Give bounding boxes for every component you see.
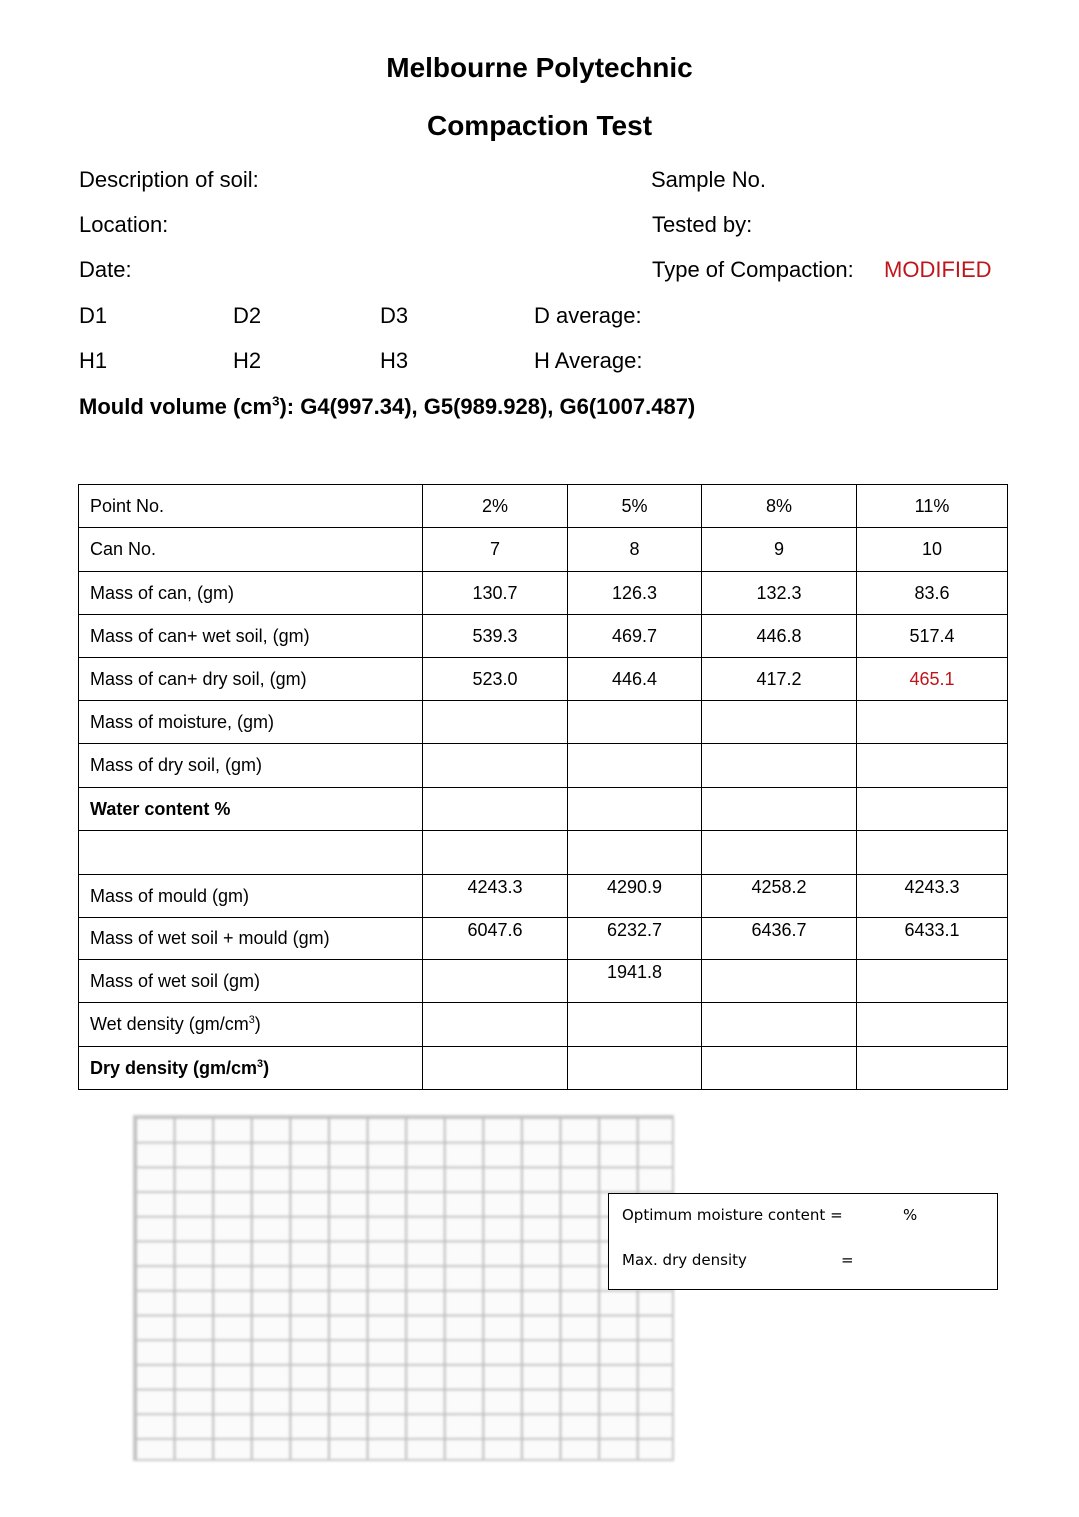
row-label	[79, 918, 423, 960]
row-label	[79, 875, 423, 918]
row-label	[79, 485, 423, 528]
mould-volume	[79, 394, 695, 420]
table-cell: 10	[857, 528, 1008, 572]
h3-label: H3	[380, 348, 409, 373]
table-row	[79, 960, 1008, 1003]
table-cell: 9	[702, 528, 857, 572]
h1-label: H1	[79, 348, 108, 373]
table-cell: 417.2	[702, 658, 857, 701]
table-cell	[857, 1003, 1008, 1047]
table-cell: 6436.7	[702, 918, 857, 960]
table-cell: 465.1	[857, 658, 1008, 701]
row-label-sup: 3	[248, 1014, 255, 1026]
table-cell	[568, 701, 702, 744]
table-row	[79, 1003, 1008, 1047]
table-cell	[423, 1003, 568, 1047]
table-cell: 1941.8	[568, 960, 702, 1003]
table-row	[79, 875, 1008, 918]
mould-volume-sup: 3	[272, 393, 280, 409]
table-cell	[568, 831, 702, 875]
row-label	[79, 615, 423, 658]
row-label	[79, 528, 423, 572]
table-cell: 130.7	[423, 572, 568, 615]
row-label-text: Mass of can+ dry soil, (gm)	[90, 668, 307, 689]
table-cell: 5%	[568, 485, 702, 528]
table-row	[79, 788, 1008, 831]
table-row	[79, 528, 1008, 572]
row-label-text: Mass of dry soil, (gm)	[90, 755, 263, 775]
table-cell	[857, 831, 1008, 875]
row-label-sup: 3	[257, 1057, 264, 1070]
table-cell: 8	[568, 528, 702, 572]
row-label	[79, 788, 423, 831]
table-row	[79, 1047, 1008, 1090]
compaction-type-label: Type of Compaction:	[652, 257, 854, 282]
row-label-text: Dry density (gm/cm	[90, 1057, 258, 1078]
table-cell	[702, 960, 857, 1003]
sample-no-label: Sample No.	[651, 167, 766, 192]
table-cell	[423, 788, 568, 831]
table-row	[79, 615, 1008, 658]
row-label	[79, 744, 423, 788]
table-cell: 446.4	[568, 658, 702, 701]
row-label	[79, 960, 423, 1003]
institution-title: Melbourne Polytechnic	[386, 52, 693, 83]
mould-volume-prefix: Mould volume (cm	[79, 394, 273, 419]
row-label-text: Mass of moisture, (gm)	[90, 711, 275, 732]
mould-volume-values: ): G4(997.34), G5(989.928), G6(1007.487)	[279, 394, 696, 419]
row-label	[79, 1047, 423, 1090]
row-label	[79, 1003, 423, 1047]
table-cell	[423, 701, 568, 744]
table-cell	[568, 788, 702, 831]
mdd-label: Max. dry density	[622, 1251, 747, 1269]
graph-paper-grid	[133, 1115, 674, 1461]
table-cell: 6047.6	[423, 918, 568, 960]
table-row	[79, 658, 1008, 701]
table-cell: 539.3	[423, 615, 568, 658]
table-cell	[857, 960, 1008, 1003]
table-cell	[702, 788, 857, 831]
row-label-text: Mass of wet soil (gm)	[90, 970, 261, 991]
table-cell: 6232.7	[568, 918, 702, 960]
table-cell	[857, 788, 1008, 831]
omc-label: Optimum moisture content =	[622, 1206, 843, 1224]
table-cell	[702, 744, 857, 788]
table-cell	[857, 1047, 1008, 1090]
table-cell	[568, 744, 702, 788]
table-cell: 523.0	[423, 658, 568, 701]
row-label	[79, 658, 423, 701]
h2-label: H2	[233, 348, 262, 373]
table-cell	[702, 1047, 857, 1090]
row-label-text: Water content %	[90, 798, 231, 819]
table-cell: 4290.9	[568, 875, 702, 918]
table-cell	[423, 831, 568, 875]
table-cell: 446.8	[702, 615, 857, 658]
row-label-text: Point No.	[90, 495, 165, 516]
table-row	[79, 485, 1008, 528]
results-box	[608, 1193, 998, 1290]
row-label-text: Mass of mould (gm)	[90, 885, 250, 906]
date-label: Date:	[79, 257, 132, 282]
table-cell: 132.3	[702, 572, 857, 615]
table-cell: 126.3	[568, 572, 702, 615]
table-row	[79, 744, 1008, 788]
row-label-text: Mass of can+ wet soil, (gm)	[90, 625, 310, 646]
table-cell	[568, 1003, 702, 1047]
row-label-text: Wet density (gm/cm	[90, 1014, 249, 1034]
row-label	[79, 701, 423, 744]
test-title: Compaction Test	[426, 110, 653, 141]
table-cell	[857, 701, 1008, 744]
row-label	[79, 572, 423, 615]
table-row	[79, 572, 1008, 615]
compaction-data-table	[78, 484, 1008, 1090]
d-average-label: D average:	[534, 303, 642, 328]
h-average-label: H Average:	[534, 348, 643, 373]
row-label-suffix: )	[263, 1057, 270, 1078]
row-label-suffix: )	[254, 1014, 261, 1034]
table-cell: 4243.3	[857, 875, 1008, 918]
table-cell	[423, 744, 568, 788]
table-cell: 469.7	[568, 615, 702, 658]
location-label: Location:	[79, 212, 169, 237]
row-label-text: Can No.	[90, 539, 157, 559]
table-cell: 7	[423, 528, 568, 572]
table-cell: 8%	[702, 485, 857, 528]
compaction-type-value: MODIFIED	[884, 257, 992, 282]
row-label-text: Mass of wet soil + mould (gm)	[90, 928, 330, 948]
mdd-equals: =	[841, 1251, 854, 1269]
table-cell	[702, 1003, 857, 1047]
table-cell: 4243.3	[423, 875, 568, 918]
d1-label: D1	[79, 303, 108, 328]
table-cell	[423, 960, 568, 1003]
table-row	[79, 918, 1008, 960]
table-cell: 83.6	[857, 572, 1008, 615]
d3-label: D3	[380, 303, 409, 328]
table-cell	[857, 744, 1008, 788]
table-cell: 11%	[857, 485, 1008, 528]
table-cell	[423, 1047, 568, 1090]
table-cell: 517.4	[857, 615, 1008, 658]
table-cell: 6433.1	[857, 918, 1008, 960]
table-cell	[702, 701, 857, 744]
tested-by-label: Tested by:	[652, 212, 753, 237]
row-label	[79, 831, 423, 875]
table-cell	[702, 831, 857, 875]
table-cell	[568, 1047, 702, 1090]
table-row	[79, 701, 1008, 744]
d2-label: D2	[233, 303, 262, 328]
omc-unit: %	[903, 1206, 918, 1224]
table-cell: 4258.2	[702, 875, 857, 918]
table-row	[79, 831, 1008, 875]
description-label: Description of soil:	[79, 167, 259, 192]
table-cell: 2%	[423, 485, 568, 528]
row-label-text: Mass of can, (gm)	[90, 582, 235, 603]
